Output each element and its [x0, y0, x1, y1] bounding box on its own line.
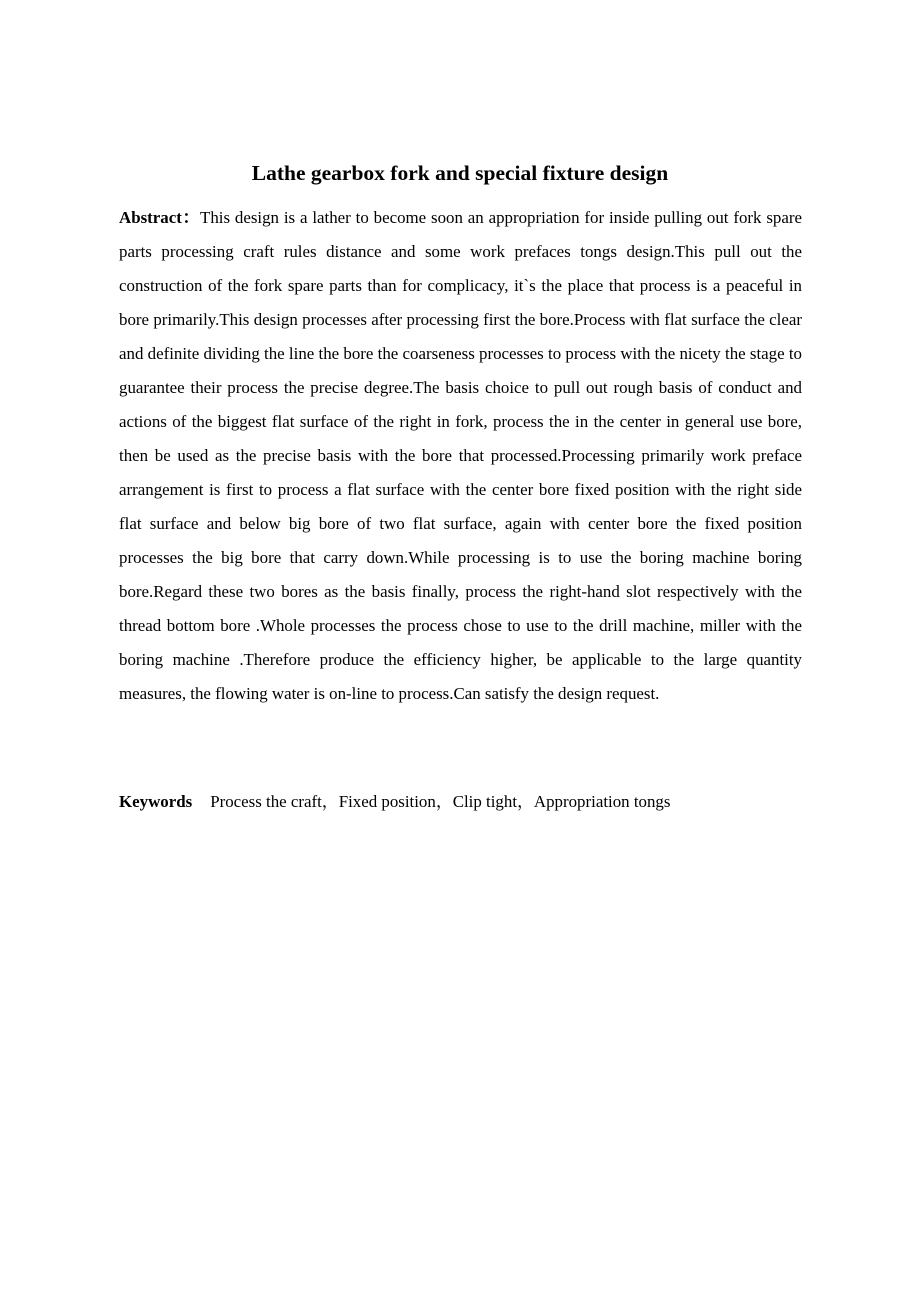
abstract-label: Abstract： — [119, 208, 201, 227]
keywords-text: Process the craft，Fixed position，Clip tight，Appropriation tongs — [210, 792, 671, 811]
keywords-paragraph — [119, 787, 802, 817]
document-title: Lathe gearbox fork and special fixture design — [251, 161, 669, 185]
keywords-label: Keywords — [119, 792, 193, 811]
abstract-text: This design is a lather to become soon an appropriation for inside pulling out fork spare parts processing craft rules distance and some work prefaces tongs design.This pull out the construction of the fork spare parts than for complicacy, it`s the place that process is a peaceful in bore primarily.This design processes after processing first the bore.Process with flat surface the clear and definite dividing the line the bore the coarseness processes to process with the nicety the stage to guarantee their process the precise degree.The basis choice to pull out rough basis of conduct and actions of the biggest flat surface of the right in fork, process the in the center in general use bore, then be used as the precise basis with the bore that processed.Processing primarily work preface arrangement is first to process a flat surface with the center bore fixed position with the right side flat surface and below big bore of two flat surface, again with center bore the fixed position processes the big bore that carry down.While processing is to use the boring machine boring bore.Regard these two bores as the basis finally, process the right-hand slot respectively with the thread bottom bore .Whole processes the process chose to use to the drill machine, miller with the boring machine .Therefore produce the efficiency higher, be applicable to the large quantity measures, the flowing water is on-line to process.Can satisfy the design request. — [119, 208, 802, 703]
abstract-paragraph — [119, 201, 802, 711]
